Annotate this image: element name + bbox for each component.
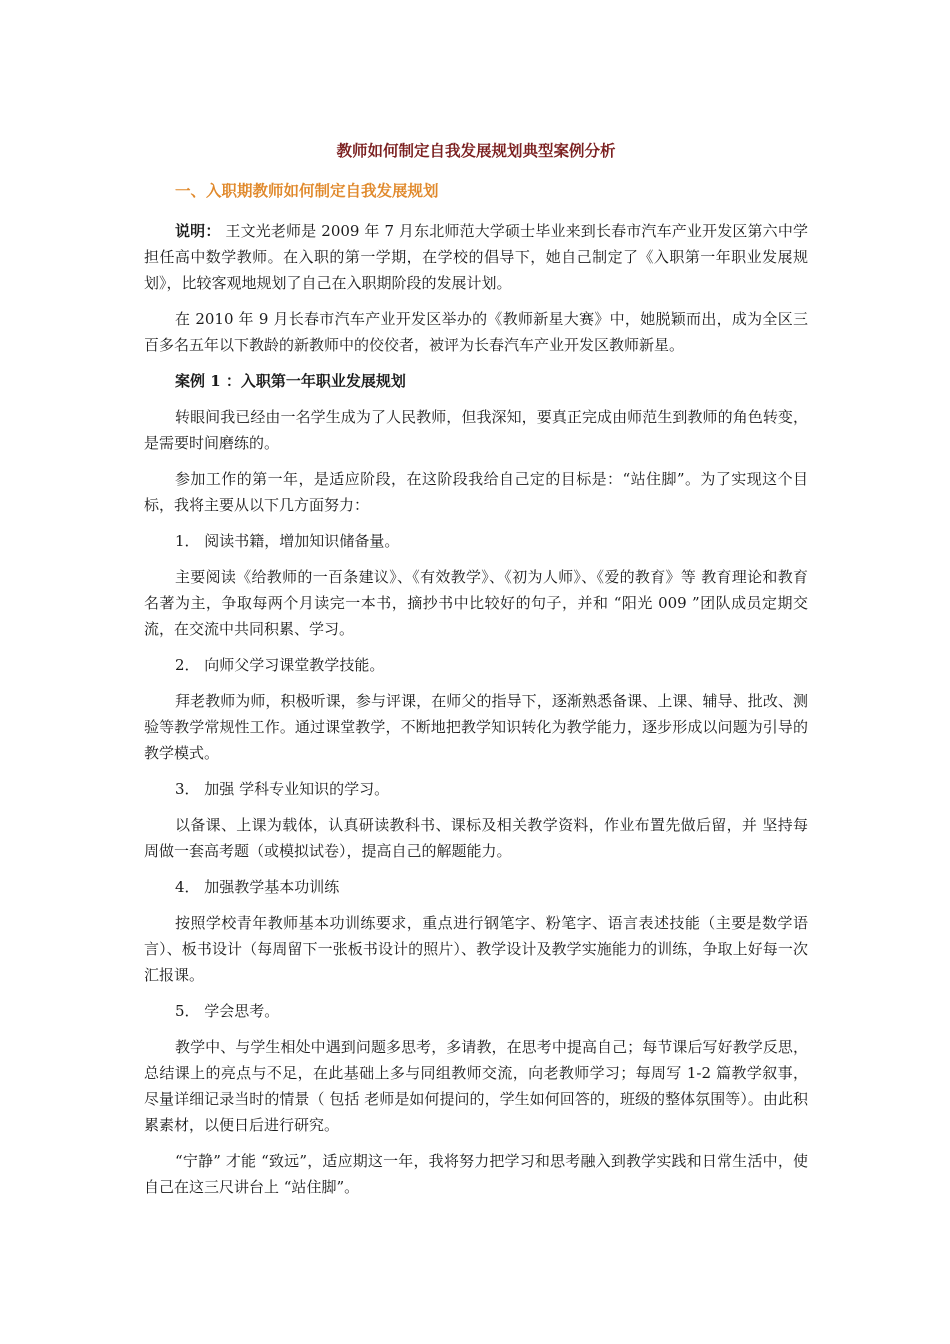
- item-5-text: 教学中、与学生相处中遇到问题多思考，多请教，在思考中提高自己；每节课后写好教学反思，总结课上的亮点与不足，在此基础上多与同组教师交流，向老教师学习；每周写 1-2 篇教学叙事， 尽量详细记录当时的情景（ 包括 老师是如何提问的，学生如何回答的，班级的整体氛围等）。由此积累素材，以便日后进行研究。: [144, 1038, 808, 1134]
- intro-paragraph: 转眼间我已经由一名学生成为了人民教师，但我深知，要真正完成由师范生到教师的角色转变，是需要时间磨练的。: [144, 408, 808, 452]
- item-2-heading: 2． 向师父学习课堂教学技能。: [175, 656, 385, 674]
- closing-paragraph: “宁静” 才能 “致远”，适应期这一年，我将努力把学习和思考融入到教学实践和日常生活中，使自己在这三尺讲台上 “站住脚”。: [144, 1152, 808, 1196]
- item-1-heading: 1． 阅读书籍，增加知识储备量。: [175, 532, 400, 550]
- award-paragraph: 在 2010 年 9 月长春市汽车产业开发区举办的《教师新星大赛》中，她脱颖而出，成为全区三百多名五年以下教龄的新教师中的佼佼者，被评为长春汽车产业开发区教师新星。: [144, 310, 808, 354]
- document-title: 教师如何制定自我发展规划典型案例分析: [336, 141, 616, 160]
- goal-paragraph: 参加工作的第一年，是适应阶段，在这阶段我给自己定的目标是：“站住脚”。为了实现这个目标，我将主要从以下几方面努力：: [144, 470, 808, 514]
- note-text: 王文光老师是 2009 年 7 月东北师范大学硕士毕业来到长春市汽车产业开发区第六中学担任高中数学教师。在入职的第一学期，在学校的倡导下，她自己制定了《入职第一年职业发展规划》，比较客观地规划了自己在入职期阶段的发展计划。: [144, 222, 808, 292]
- item-4-heading: 4． 加强教学基本功训练: [175, 878, 340, 896]
- item-1-text: 主要阅读《给教师的一百条建议》、《有效教学》、《初为人师》、《爱的教育》等 教育理论和教育名著为主，争取每两个月读完一本书，摘抄书中比较好的句子，并和 “阳光 009 ”团队成员定期交流，在交流中共同积累、学习。: [144, 568, 808, 638]
- item-2-text: 拜老教师为师，积极听课，参与评课，在师父的指导下，逐渐熟悉备课、上课、辅导、批改、测验等教学常规性工作。通过课堂教学，不断地把教学知识转化为教学能力，逐步形成以问题为引导的教学模式。: [144, 692, 808, 762]
- case-heading: 案例 1 ：入职第一年职业发展规划: [175, 372, 406, 390]
- item-3-heading: 3． 加强 学科专业知识的学习。: [175, 780, 390, 798]
- note-paragraph: [144, 218, 808, 296]
- item-4-text: 按照学校青年教师基本功训练要求，重点进行钢笔字、粉笔字、语言表述技能（主要是数学语言）、板书设计（每周留下一张板书设计的照片）、教学设计及教学实施能力的训练，争取上好每一次汇报课。: [144, 914, 808, 984]
- note-label: 说明：: [175, 222, 221, 240]
- document-body: [144, 138, 808, 1210]
- item-5-heading: 5． 学会思考。: [175, 1002, 280, 1020]
- item-3-text: 以备课、上课为载体，认真研读教科书、课标及相关教学资料，作业布置先做后留，并 坚持每周做一套高考题（或模拟试卷），提高自己的解题能力。: [144, 816, 808, 860]
- section-heading: 一、入职期教师如何制定自我发展规划: [175, 181, 439, 200]
